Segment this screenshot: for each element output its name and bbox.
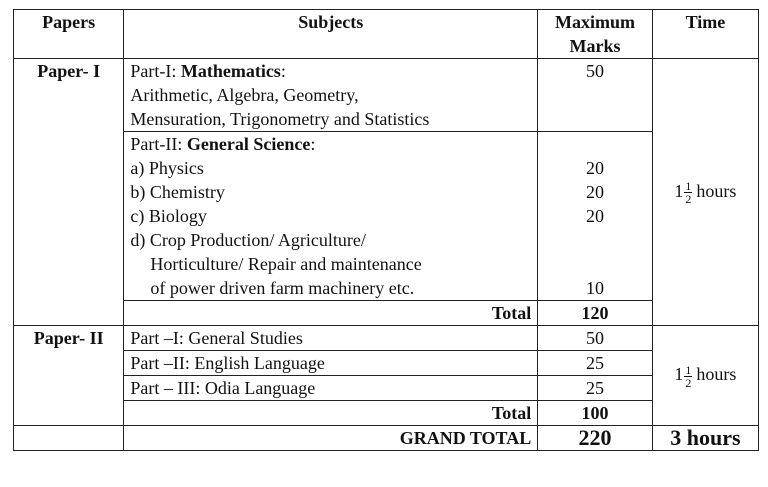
paper1-label: Paper- I	[14, 59, 124, 326]
paper1-part2-prefix: Part-II:	[130, 134, 187, 154]
paper2-time-fraction	[684, 364, 692, 389]
paper2-total-label: Total	[124, 401, 538, 426]
paper1-part1-line: Arithmetic, Algebra, Geometry,	[130, 85, 359, 105]
table-row	[14, 301, 759, 326]
paper1-physics-marks: 20	[586, 158, 605, 178]
table-row	[14, 326, 759, 351]
paper2-total-marks: 100	[538, 401, 653, 426]
table-row	[14, 132, 759, 301]
paper1-part2-item-d-line1: d) Crop Production/ Agriculture/	[130, 230, 366, 250]
paper2-label: Paper- II	[14, 326, 124, 426]
paper1-part2-subject	[124, 132, 538, 301]
grand-total-marks: 220	[538, 426, 653, 451]
paper2-part3-subject: Part – III: Odia Language	[124, 376, 538, 401]
grand-total-label: GRAND TOTAL	[124, 426, 538, 451]
paper1-part1-prefix: Part-I:	[130, 61, 181, 81]
paper1-part1-marks: 50	[538, 59, 653, 132]
paper1-part1-title: Mathematics	[180, 61, 281, 81]
paper1-part2-item: b) Chemistry	[130, 182, 225, 202]
paper1-part1-suffix: :	[280, 61, 286, 81]
paper1-part1-subject	[124, 59, 538, 132]
paper2-time-unit: hours	[696, 364, 737, 385]
paper2-time-numerator: 1	[685, 362, 692, 377]
paper2-part2-subject: Part –II: English Language	[124, 351, 538, 376]
paper1-part2-item-d-line3: of power driven farm machinery etc.	[150, 278, 415, 298]
paper1-chemistry-marks: 20	[586, 182, 605, 202]
table-row	[14, 376, 759, 401]
exam-scheme-table	[13, 9, 759, 451]
paper1-time-fraction	[684, 180, 692, 205]
header-time: Time	[652, 10, 758, 59]
paper1-part1-line: Mensuration, Trigonometry and Statistics	[130, 109, 430, 129]
paper1-biology-marks: 20	[586, 206, 605, 226]
paper1-agriculture-marks: 10	[586, 278, 605, 298]
paper1-total-marks: 120	[538, 301, 653, 326]
table-row	[14, 351, 759, 376]
table-row	[14, 401, 759, 426]
header-subjects: Subjects	[124, 10, 538, 59]
paper2-time-whole: 1	[674, 364, 684, 385]
header-papers: Papers	[14, 10, 124, 59]
paper1-time-denominator: 2	[685, 192, 692, 207]
paper1-total-label: Total	[124, 301, 538, 326]
paper1-part2-marks	[538, 132, 653, 301]
grand-total-empty-cell	[14, 426, 124, 451]
paper1-time-whole: 1	[674, 180, 684, 201]
paper1-part2-suffix: :	[310, 134, 316, 154]
paper1-part2-item: c) Biology	[130, 206, 207, 226]
paper1-part2-title: General Science	[186, 134, 311, 154]
paper1-part2-item: a) Physics	[130, 158, 204, 178]
grand-total-row	[14, 426, 759, 451]
table-row	[14, 59, 759, 132]
header-max-marks	[538, 10, 653, 59]
grand-total-time: 3 hours	[652, 426, 758, 451]
header-row	[14, 10, 759, 59]
paper2-part1-subject: Part –I: General Studies	[124, 326, 538, 351]
paper2-time	[652, 326, 758, 426]
paper2-part2-marks: 25	[538, 351, 653, 376]
paper2-time-denominator: 2	[685, 375, 692, 390]
paper2-part3-marks: 25	[538, 376, 653, 401]
paper2-part1-marks: 50	[538, 326, 653, 351]
paper1-time-numerator: 1	[685, 179, 692, 194]
paper1-time-unit: hours	[696, 180, 737, 201]
header-max-marks-line2: Marks	[569, 36, 621, 56]
paper1-time	[652, 59, 758, 326]
header-max-marks-line1: Maximum	[555, 12, 636, 32]
paper1-part2-item-d-line2: Horticulture/ Repair and maintenance	[150, 254, 422, 274]
